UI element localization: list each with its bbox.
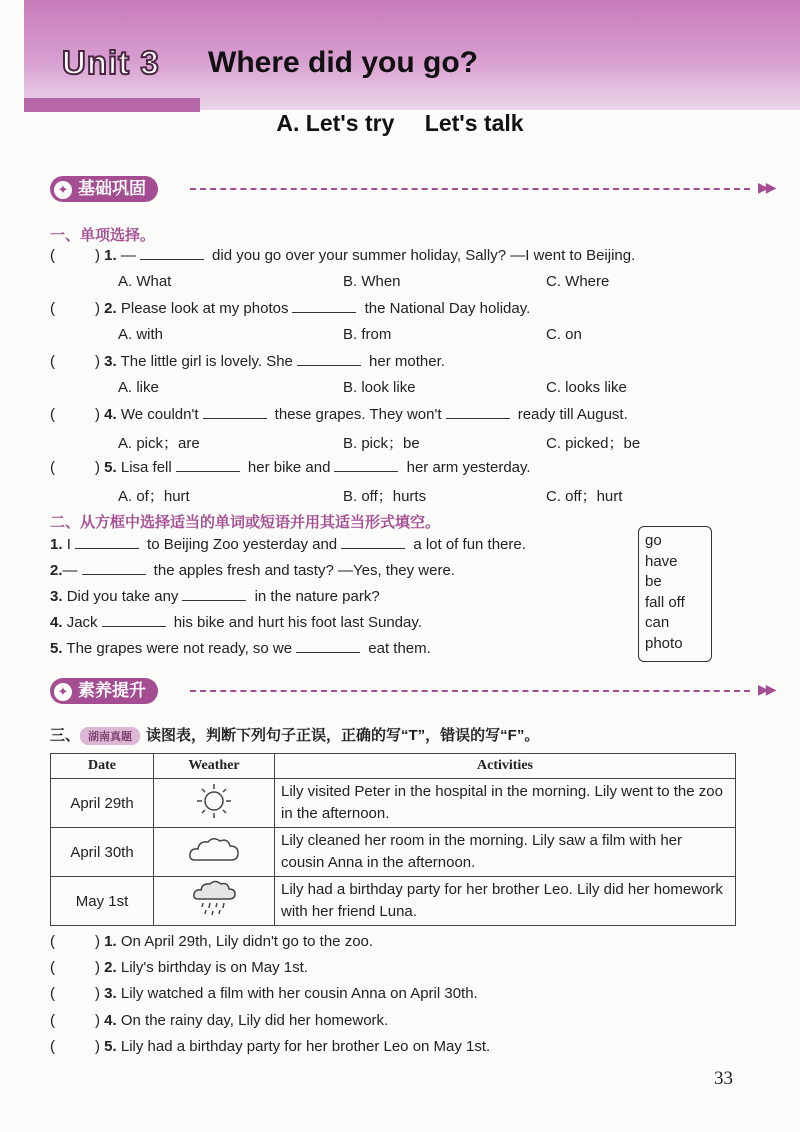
table-header: Weather (154, 754, 275, 779)
section-basic-header (50, 176, 774, 202)
part3-heading: 三、 湖南真题 读图表，判断下列句子正误，正确的写“T”，错误的写“F”。 (50, 727, 540, 744)
weather-activity-table (50, 753, 736, 926)
lesson-subtitle (0, 110, 800, 137)
date-cell: May 1st (51, 877, 154, 926)
option: A. pick；are (118, 435, 200, 452)
option: A. What (118, 273, 172, 290)
lightbulb-icon: ✦ (54, 683, 72, 701)
part2-heading: 二、从方框中选择适当的单词或短语并用其适当形式填空。 (50, 514, 441, 531)
word-box-item: photo (645, 634, 683, 652)
table-row (51, 828, 736, 877)
tf-statement-2: ( ) 2. Lily's birthday is on May 1st. (50, 959, 308, 976)
word-box-item: be (645, 573, 662, 590)
mc-question-4: ( ) 4. We couldn't these grapes. They won't ready till August. (50, 406, 628, 423)
fill-blank[interactable] (82, 574, 146, 575)
exam-tag: 湖南真题 (80, 727, 140, 745)
weather-cell (154, 877, 275, 926)
subtitle-a: A. Let's try (276, 110, 395, 136)
option: B. look like (343, 379, 416, 396)
word-box-item: can (645, 614, 670, 631)
activity-cell: Lily had a birthday party for her brother Leo. Lily did her homework with her friend Luna. (275, 877, 736, 926)
rain-cloud-icon (191, 879, 237, 919)
weather-cell (154, 828, 275, 877)
option: C. looks like (546, 379, 627, 396)
tf-statement-3: ( ) 3. Lily watched a film with her cousin Anna on April 30th. (50, 985, 478, 1002)
section-advanced-header (50, 678, 774, 704)
date-cell: April 30th (51, 828, 154, 877)
option: B. When (343, 273, 401, 290)
table-row (51, 877, 736, 926)
option: C. off；hurt (546, 488, 623, 505)
lightbulb-icon: ✦ (54, 181, 72, 199)
fill-blank[interactable] (182, 600, 246, 601)
option: A. of；hurt (118, 488, 190, 505)
subtitle-b: Let's talk (424, 110, 524, 136)
table-header: Activities (275, 754, 736, 779)
fill-blank[interactable] (296, 652, 360, 653)
fill-question-3: 3. Did you take any in the nature park? (50, 588, 380, 605)
option: C. Where (546, 273, 610, 290)
activity-cell: Lily cleaned her room in the morning. Lily saw a film with her cousin Anna in the afternoon. (275, 828, 736, 877)
option: A. like (118, 379, 159, 396)
double-arrow-icon: ▶▶ (758, 681, 774, 697)
word-box (638, 526, 712, 662)
option: A. with (118, 326, 164, 343)
word-box-item: fall off (645, 593, 685, 611)
fill-question-4: 4. Jack his bike and hurt his foot last Sunday. (50, 614, 422, 631)
section-advanced-label: ✦ 素养提升 (50, 678, 158, 704)
tf-statement-5: ( ) 5. Lily had a birthday party for her brother Leo on May 1st. (50, 1038, 491, 1055)
unit-title: Where did you go? (208, 46, 478, 79)
option: C. picked；be (546, 435, 641, 452)
mc-question-2: ( ) 2. Please look at my photos the National Day holiday. (50, 300, 531, 317)
part1-heading: 一、单项选择。 (50, 227, 156, 244)
fill-question-5: 5. The grapes were not ready, so we eat them. (50, 640, 431, 657)
weather-cell (154, 779, 275, 828)
option: C. on (546, 326, 582, 343)
word-box-item: have (645, 552, 678, 570)
fill-question-2: 2.— the apples fresh and tasty? —Yes, they were. (50, 562, 455, 579)
mc-question-1: ( ) 1. — did you go over your summer holiday, Sally? —I went to Beijing. (50, 247, 636, 264)
option: B. off；hurts (343, 488, 427, 505)
mc-question-5: ( ) 5. Lisa fell her bike and her arm yesterday. (50, 459, 531, 476)
divider (190, 690, 750, 692)
divider (190, 188, 750, 190)
date-cell: April 29th (51, 779, 154, 828)
word-box-item: go (645, 532, 662, 549)
mc-question-3: ( ) 3. The little girl is lovely. She her mother. (50, 353, 445, 370)
table-row (51, 779, 736, 828)
tf-statement-1: ( ) 1. On April 29th, Lily didn't go to the zoo. (50, 933, 374, 950)
section-basic-label: ✦ 基础巩固 (50, 176, 158, 202)
option: B. from (343, 326, 392, 343)
tf-statement-4: ( ) 4. On the rainy day, Lily did her homework. (50, 1012, 389, 1029)
sun-icon (194, 781, 234, 821)
unit-label: Unit 3 (62, 44, 160, 81)
double-arrow-icon: ▶▶ (758, 179, 774, 195)
fill-question-1: 1. I to Beijing Zoo yesterday and a lot of fun there. (50, 536, 526, 553)
table-header-row (51, 754, 736, 779)
cloud-icon (187, 834, 241, 866)
fill-blank[interactable] (102, 626, 166, 627)
table-header: Date (51, 754, 154, 779)
option: B. pick；be (343, 435, 420, 452)
activity-cell: Lily visited Peter in the hospital in the morning. Lily went to the zoo in the afternoon. (275, 779, 736, 828)
page-number: 33 (714, 1068, 733, 1089)
fill-blank[interactable] (341, 548, 405, 549)
fill-blank[interactable] (75, 548, 139, 549)
